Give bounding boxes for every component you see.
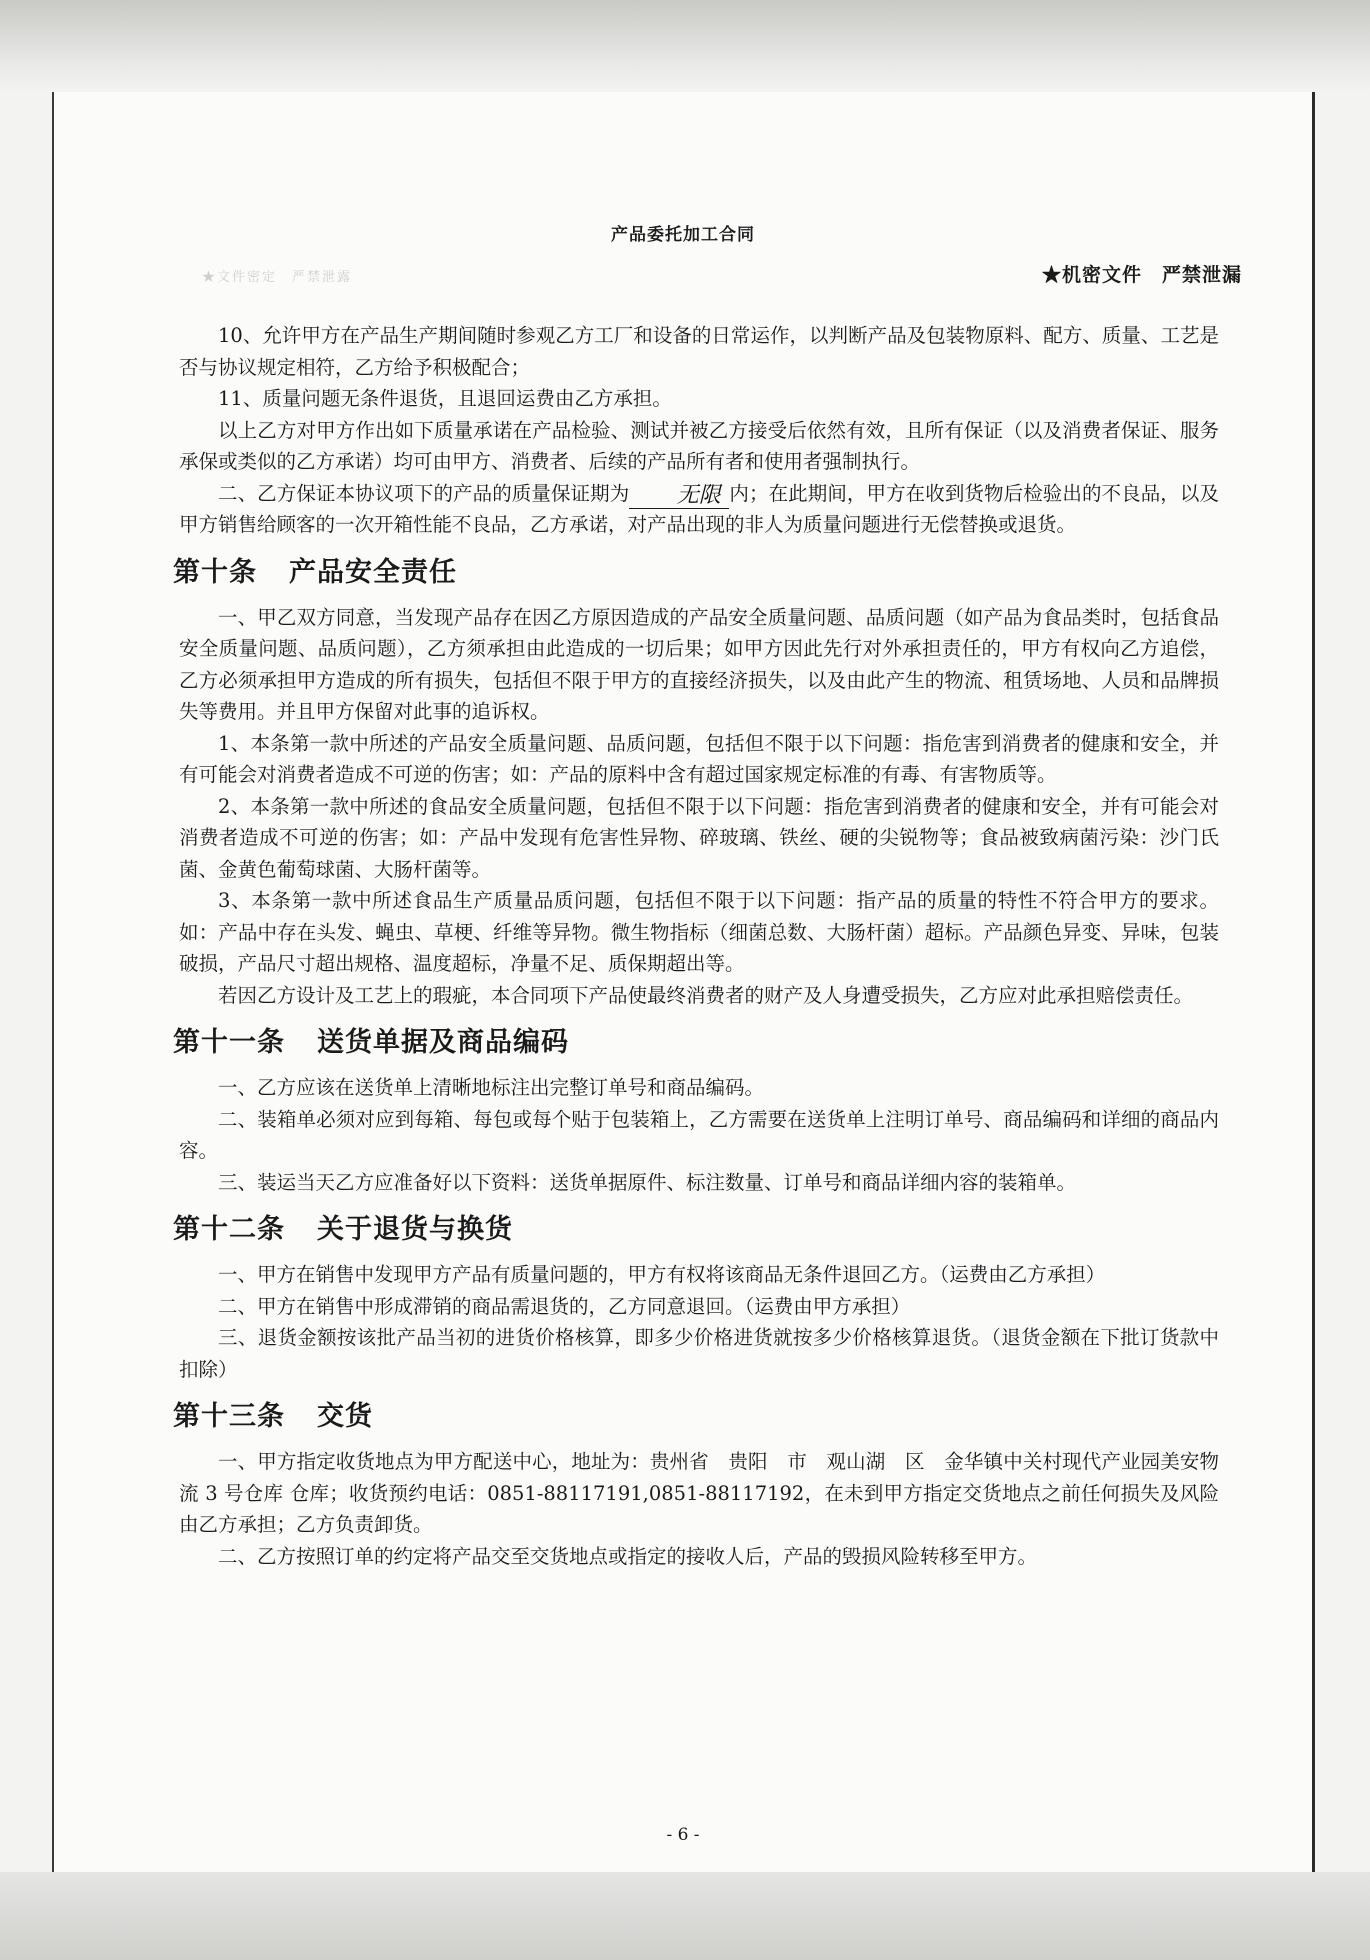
article-title: 送货单据及商品编码 [317,1027,569,1058]
paragraph: 一、甲乙双方同意，当发现产品存在因乙方原因造成的产品安全质量问题、品质问题（如产品为食品类时，包括食品安全质量问题、品质问题），乙方须承担由此造成的一切后果；如甲方因此先行对外承担责任的，甲方有权向乙方追偿，乙方必须承担甲方造成的所有损失，包括但不限于甲方的直接经济损失，以及由此产生的物流、租赁场地、人员和品牌损失等费用。并且甲方保留对此事的追诉权。 [179,605,1219,723]
article-number: 第十二条 [173,1214,285,1245]
scan-border-left [52,92,54,1872]
paragraph: 1、本条第一款中所述的产品安全质量问题、品质问题，包括但不限于以下问题：指危害到消费者的健康和安全，并有可能会对消费者造成不可逆的伤害；如：产品的原料中含有超过国家规定标准的有毒、有害物质等。 [179,731,1219,786]
handwritten-signature: 无限 [629,484,729,509]
article-number: 第十三条 [173,1401,285,1432]
warranty-text-before: 二、乙方保证本协议项下的产品的质量保证期为 [218,481,630,505]
paragraph: 以上乙方对甲方作出如下质量承诺在产品检验、测试并被乙方接受后依然有效，且所有保证（以及消费者保证、服务承保或类似的乙方承诺）均可由甲方、消费者、后续的产品所有者和使用者强制执行。 [179,418,1219,473]
article-title: 产品安全责任 [289,556,457,588]
paragraph: 一、甲方在销售中发现甲方产品有质量问题的，甲方有权将该商品无条件退回乙方。（运费由乙方承担） [218,1263,1106,1286]
article-11-heading [173,1024,1219,1062]
document-page [54,92,1312,1872]
paragraph: 10、允许甲方在产品生产期间随时参观乙方工厂和设备的日常运作，以判断产品及包装物原料、配方、质量、工艺是否与协议规定相符，乙方给予积极配合； [179,324,1219,379]
paragraph: 二、甲方在销售中形成滞销的商品需退货的，乙方同意退回。（运费由甲方承担） [218,1294,911,1318]
article-number: 第十一条 [173,1027,285,1058]
paragraph: 二、乙方按照订单的约定将产品交至交货地点或指定的接收人后，产品的毁损风险转移至甲方。 [218,1544,1038,1568]
paragraph: 一、乙方应该在送货单上清晰地标注出完整订单号和商品编码。 [218,1076,765,1099]
paragraph: 2、本条第一款中所述的食品安全质量问题，包括但不限于以下问题：指危害到消费者的健康和安全，并有可能会对消费者造成不可逆的伤害；如：产品中发现有危害性异物、碎玻璃、铁丝、硬的尖锐物等；食品被致病菌污染：沙门氏菌、金黄色葡萄球菌、大肠杆菌等。 [179,794,1219,881]
paragraph: 一、甲方指定收货地点为甲方配送中心，地址为：贵州省 贵阳 市 观山湖 区 金华镇中关村现代产业园美安物流 3 号仓库 仓库；收货预约电话：0851-88117191,0851-88117192，在未到甲方指定交货地点之前任何损失及风险由乙方承担；乙方负责卸货。 [179,1450,1219,1536]
paragraph-warranty [179,478,1219,541]
scan-border-top [0,0,1370,92]
article-13-heading [173,1398,1219,1436]
page-number: - 6 - [666,1825,700,1845]
paragraph: 三、装运当天乙方应准备好以下资料：送货单据原件、标注数量、订单号和商品详细内容的装箱单。 [218,1170,1077,1194]
article-10-heading [173,554,1219,592]
paragraph: 3、本条第一款中所述食品生产质量品质问题，包括但不限于以下问题：指产品的质量的特性不符合甲方的要求。如：产品中存在头发、蝇虫、草梗、纤维等异物。微生物指标（细菌总数、大肠杆菌）超标。产品颜色异变、异味，包装破损，产品尺寸超出规格、温度超标，净量不足、质保期超出等。 [179,889,1219,975]
article-number: 第十条 [173,556,257,588]
article-title: 关于退货与换货 [317,1214,513,1245]
paragraph: 三、退货金额按该批产品当初的进货价格核算，即多少价格进货就按多少价格核算退货。（退货金额在下批订货款中扣除） [179,1326,1219,1381]
article-12-heading [173,1211,1219,1249]
scan-border-right [1312,92,1315,1872]
article-title: 交货 [317,1401,373,1432]
warranty-text-after: 内；在此期间，甲方在收到货物后检验出的不良品，以及甲方销售给顾客的一次开箱性能不良品，乙方承诺，对产品出现的非人为质量问题进行无偿替换或退货。 [179,481,1219,536]
document-title: 产品委托加工合同 [611,225,755,245]
confidential-mark: ★机密文件 严禁泄漏 [1041,264,1242,286]
paragraph: 二、装箱单必须对应到每箱、每包或每个贴于包装箱上，乙方需要在送货单上注明订单号、商品编码和详细的商品内容。 [179,1107,1219,1162]
document-body [173,320,1219,1572]
bleed-through-text: ★文件密定 严禁泄露 [202,270,353,285]
paragraph: 11、质量问题无条件退货，且退回运费由乙方承担。 [218,387,672,410]
paragraph: 若因乙方设计及工艺上的瑕疵，本合同项下产品使最终消费者的财产及人身遭受损失，乙方应对此承担赔偿责任。 [218,983,1194,1007]
scan-border-bottom [0,1872,1370,1960]
